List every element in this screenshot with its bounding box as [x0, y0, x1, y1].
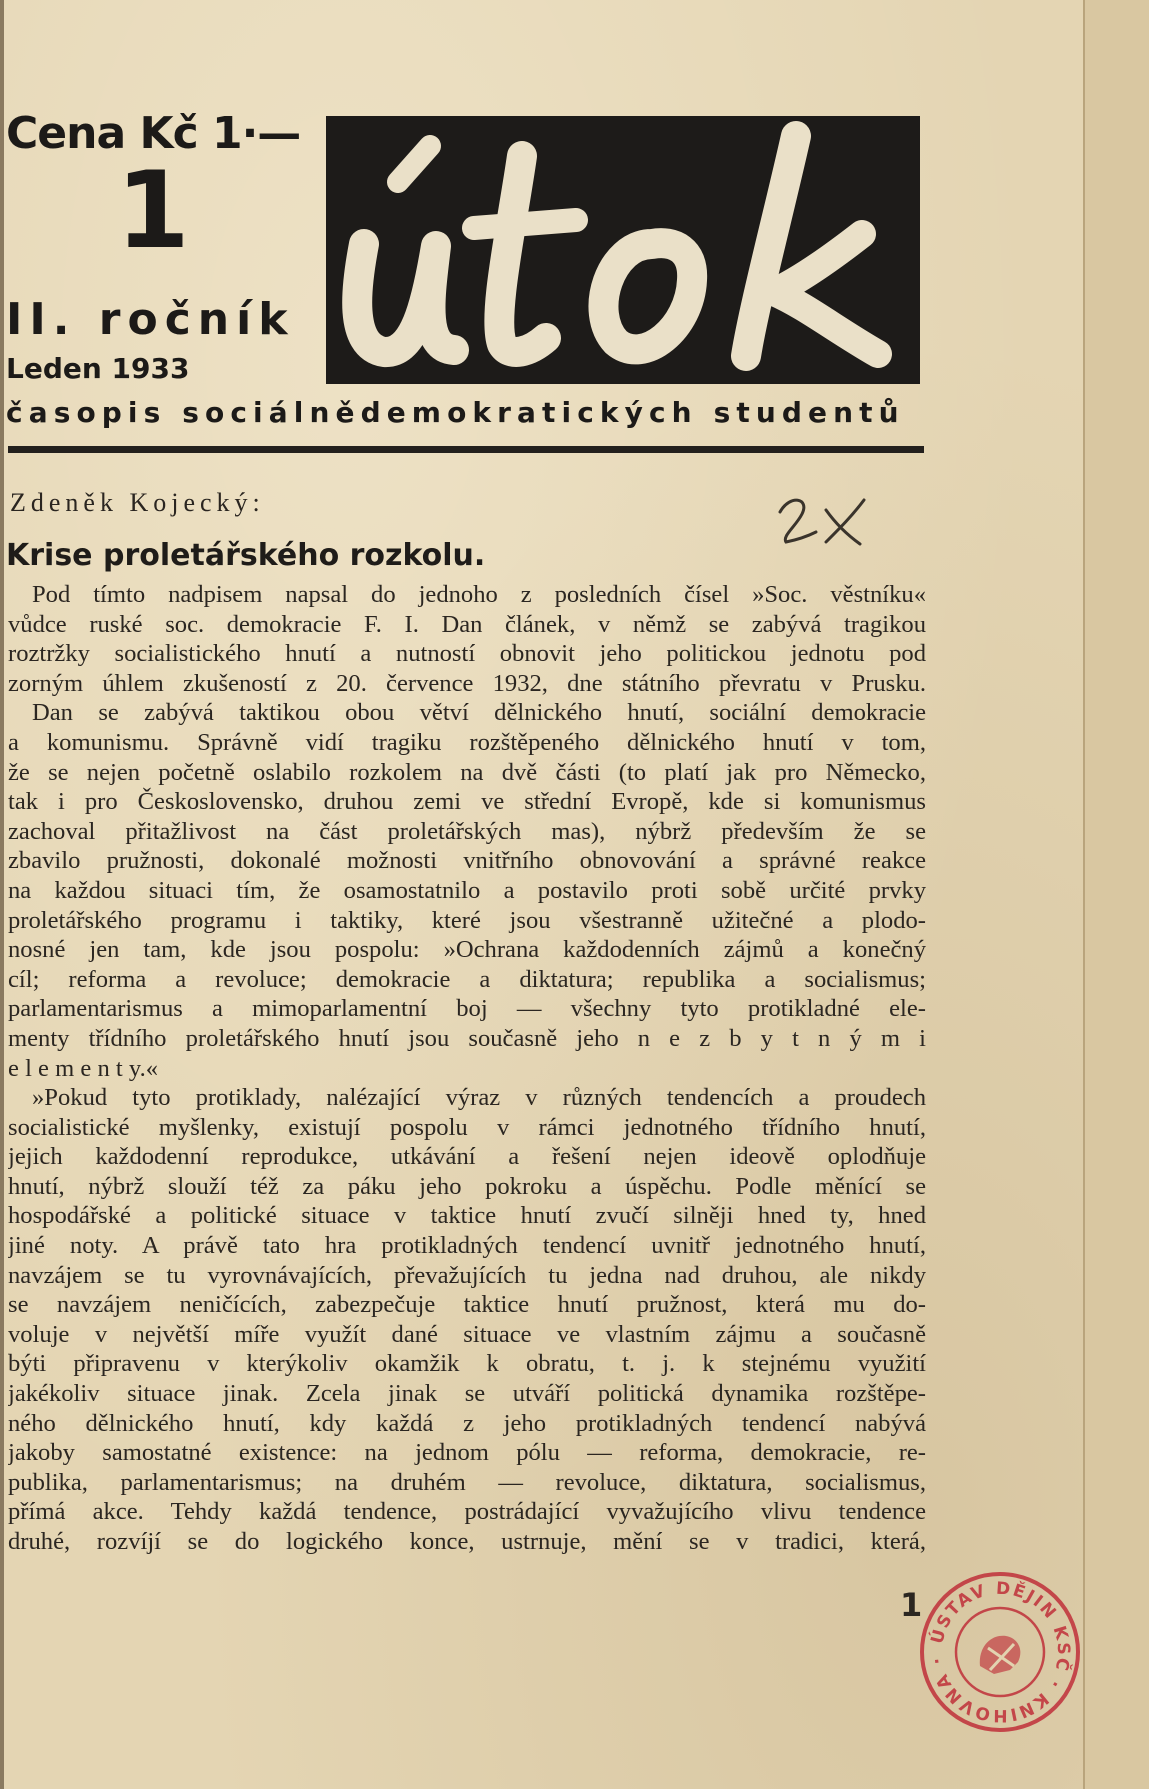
text-line: parlamentarismus a mimoparlamentní boj — všechny tyto protikladné ele-	[8, 995, 926, 1023]
issue-number: 1	[116, 149, 190, 272]
text-line: cíl; reforma a revoluce; demokracie a diktatura; republika a socialismus;	[8, 965, 926, 993]
text-line: Pod tímto nadpisem napsal do jednoho z posledních čísel »Soc. věstníku«	[32, 581, 926, 608]
text-line: roztržky socialistického hnutí a nutností obnovit jeho politickou jednotu pod	[8, 640, 926, 668]
masthead-logo	[326, 116, 920, 384]
text-line: druhé, rozvíjí se do logického konce, ustrnuje, mění se v tradici, která,	[8, 1528, 926, 1555]
svg-text:ÚSTAV DĚJIN KSČ · KNIHOVNA ·: ÚSTAV DĚJIN KSČ · KNIHOVNA ·	[927, 1578, 1074, 1726]
text-line: zorným úhlem zkušeností z 20. července 1932, dne státního převratu v Prusku.	[8, 669, 926, 697]
text-line: menty třídního proletářského hnutí jsou současně jeho n e z b y t n ý m i	[8, 1024, 926, 1052]
text-line: býti připravenu v kterýkoliv okamžik k obratu, t. j. k stejnému využití	[8, 1350, 926, 1378]
logo-lettering-icon	[326, 116, 920, 384]
text-line: proletářského programu i taktiky, které jsou všestranně užitečné a plodo-	[8, 906, 926, 934]
handwritten-note-icon	[774, 490, 884, 550]
masthead-rule	[8, 446, 924, 453]
text-line: jiné noty. A právě tato hra protikladných tendencí uvnitř jednotného hnutí,	[8, 1232, 926, 1260]
text-line: hospodářské a politické situace v taktice hnutí zvučí silněji hned ty, hned	[8, 1202, 926, 1230]
price: Cena Kč 1·—	[6, 108, 301, 159]
text-line: e l e m e n t y.«	[8, 1054, 159, 1082]
text-line: navzájem se tu vyrovnávajících, převažujících tu jedna nad druhou, ale nikdy	[8, 1261, 926, 1289]
text-line: voluje v největší míře využít dané situace ve vlastním zájmu a současně	[8, 1320, 926, 1348]
masthead-subtitle: časopis sociálnědemokratických studentů	[6, 396, 905, 429]
text-line: nosné jen tam, kde jsou pospolu: »Ochrana každodenních zájmů a konečný	[8, 936, 926, 964]
article-title: Krise proletářského rozkolu.	[6, 538, 486, 573]
text-line: vůdce ruské soc. demokracie F. I. Dan článek, v němž se zabývá tragikou	[8, 610, 926, 638]
text-line: Dan se zabývá taktikou obou větví dělnického hnutí, sociální demokracie	[32, 699, 926, 727]
text-line: publika, parlamentarismus; na druhém — revoluce, diktatura, socialismus,	[8, 1468, 926, 1496]
text-line: »Pokud tyto protiklady, nalézající výraz v různých tendencích a proudech	[32, 1084, 926, 1112]
page-edge-strip	[1083, 0, 1149, 1789]
article-body	[8, 580, 926, 1557]
volume: II. ročník	[6, 294, 295, 345]
binding-edge	[0, 0, 4, 1789]
text-line: jakékoliv situace jinak. Zcela jinak se utváří politická dynamika rozštěpe-	[8, 1380, 926, 1408]
text-line: že se nejen početně oslabilo rozkolem na dvě části (to platí jak pro Německo,	[8, 758, 926, 786]
text-line: ného dělnického hnutí, kdy každá z jeho protikladných tendencí nabývá	[8, 1409, 926, 1437]
text-line: jejich každodenní reprodukce, utkávání a řešení nejen ideově oplodňuje	[8, 1143, 926, 1171]
text-line: zachoval přitažlivost na část proletářských mas), nýbrž především že se	[8, 817, 926, 845]
article-author: Zdeněk Kojecký:	[10, 488, 265, 517]
text-line: tak i pro Československo, druhou zemi ve střední Evropě, kde si komunismus	[8, 788, 926, 816]
text-line: přímá akce. Tehdy každá tendence, postrádající vyvažujícího vlivu tendence	[8, 1498, 926, 1526]
text-line: na každou situaci tím, že osamostatnilo a postavilo proti sobě určité prvky	[8, 876, 926, 904]
text-line: socialistické myšlenky, existují pospolu v rámci jednotného třídního hnutí,	[8, 1113, 926, 1141]
issue-date: Leden 1933	[6, 352, 190, 385]
text-line: a komunismu. Správně vidí tragiku rozštěpeného dělnického hnutí v tom,	[8, 728, 926, 756]
library-stamp-icon	[918, 1570, 1082, 1734]
page-number: 1	[900, 1586, 923, 1624]
text-line: hnutí, nýbrž slouží též za páku jeho pokroku a úspěchu. Podle měnící se	[8, 1172, 926, 1200]
text-line: jakoby samostatné existence: na jednom pólu — reforma, demokracie, re-	[8, 1439, 926, 1467]
text-line: zbavilo pružnosti, dokonalé možnosti vnitřního obnovování a správné reakce	[8, 847, 926, 875]
text-line: se navzájem neničících, zabezpečuje taktice hnutí pružnost, která mu do-	[8, 1291, 926, 1319]
